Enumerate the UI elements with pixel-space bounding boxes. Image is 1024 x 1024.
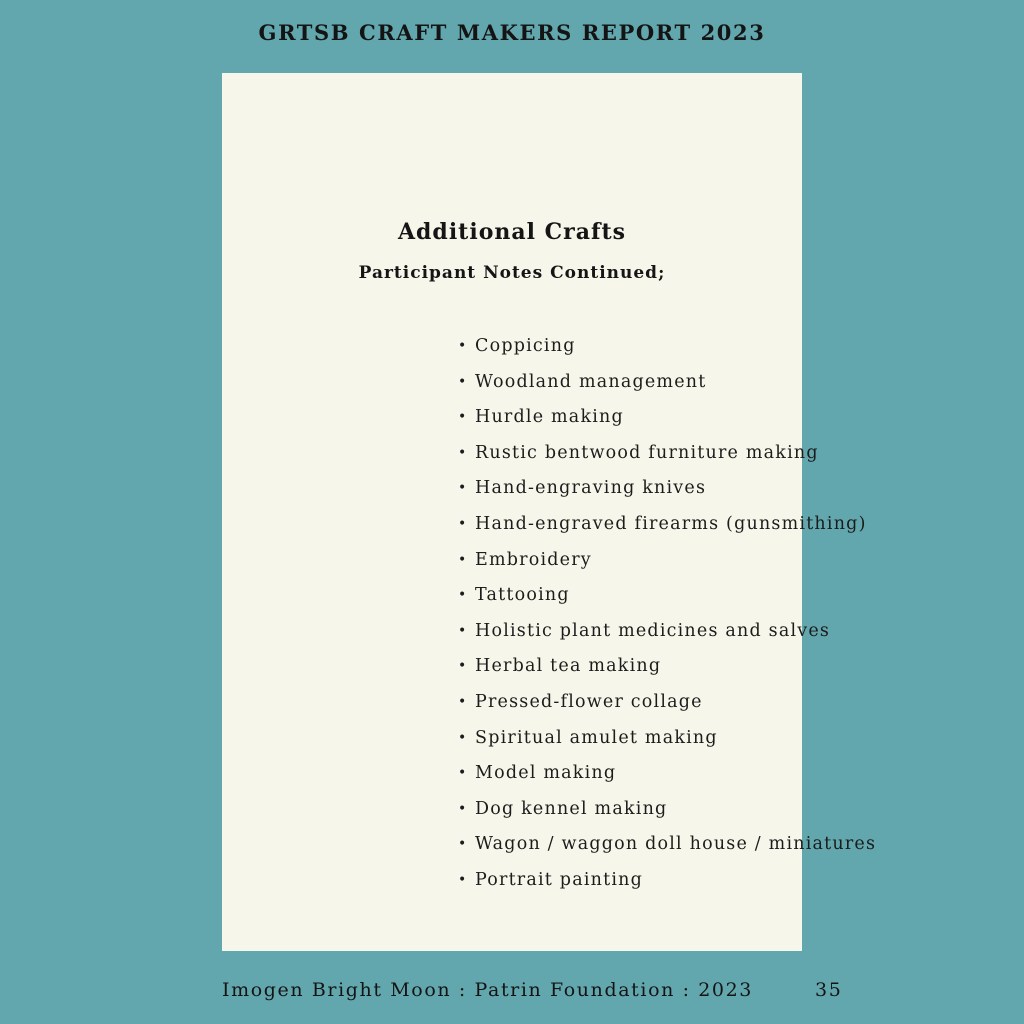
section-title: Additional Crafts: [397, 219, 627, 245]
list-item-text: Woodland management: [475, 371, 707, 392]
bullet-icon: •: [458, 551, 468, 568]
bullet-icon: •: [458, 622, 468, 639]
bullet-icon: •: [458, 587, 468, 604]
bullet-icon: •: [458, 800, 468, 817]
bullet-icon: •: [458, 765, 468, 782]
list-item: [222, 371, 876, 407]
bullet-icon: •: [458, 338, 468, 354]
bullet-icon: •: [458, 871, 468, 888]
list-item: [222, 833, 876, 869]
list-item-text: Rustic bentwood furniture making: [475, 442, 819, 463]
list-item: [222, 869, 876, 905]
list-item-text: Wagon / waggon doll house / miniatures: [475, 834, 877, 855]
list-item: [222, 691, 876, 727]
section-subtitle: Participant Notes Continued;: [358, 263, 666, 283]
bullet-icon: •: [458, 729, 468, 746]
list-item: [222, 620, 876, 656]
list-item: [222, 762, 876, 798]
bullet-icon: •: [458, 444, 468, 461]
list-item: [222, 513, 876, 549]
list-item: [222, 798, 876, 834]
list-item-text: Tattooing: [475, 585, 570, 606]
list-item: [222, 727, 876, 763]
craft-list: [222, 335, 876, 905]
list-item-text: Hand-engraving knives: [475, 478, 707, 499]
list-item-text: Embroidery: [475, 549, 592, 570]
bullet-icon: •: [458, 515, 468, 532]
list-item: [222, 655, 876, 691]
list-item: [222, 442, 876, 478]
list-item: [222, 406, 876, 442]
list-item-text: Hand-engraved firearms (gunsmithing): [475, 513, 867, 534]
bullet-icon: •: [458, 836, 468, 853]
list-item-text: Dog kennel making: [475, 798, 668, 819]
list-item: [222, 477, 876, 513]
list-item-text: Herbal tea making: [475, 656, 662, 677]
bullet-icon: •: [458, 658, 468, 675]
bullet-icon: •: [458, 480, 468, 497]
list-item: [222, 584, 876, 620]
list-item-text: Pressed-flower collage: [475, 691, 703, 712]
page-number: 35: [815, 979, 843, 1001]
list-item-text: Coppicing: [475, 336, 576, 356]
list-item-text: Spiritual amulet making: [475, 727, 718, 748]
footer-credit: Imogen Bright Moon : Patrin Foundation : 2023: [222, 979, 753, 1001]
content-card: [222, 73, 877, 951]
bullet-icon: •: [458, 693, 468, 710]
list-item-text: Portrait painting: [475, 869, 643, 890]
bullet-icon: •: [458, 373, 468, 390]
list-item: [222, 549, 876, 585]
list-item-text: Holistic plant medicines and salves: [475, 620, 831, 641]
list-item-text: Hurdle making: [475, 407, 624, 428]
list-item: [222, 335, 876, 371]
bullet-icon: •: [458, 409, 468, 426]
report-header-title: GRTSB CRAFT MAKERS REPORT 2023: [258, 20, 766, 45]
list-item-text: Model making: [475, 763, 617, 784]
